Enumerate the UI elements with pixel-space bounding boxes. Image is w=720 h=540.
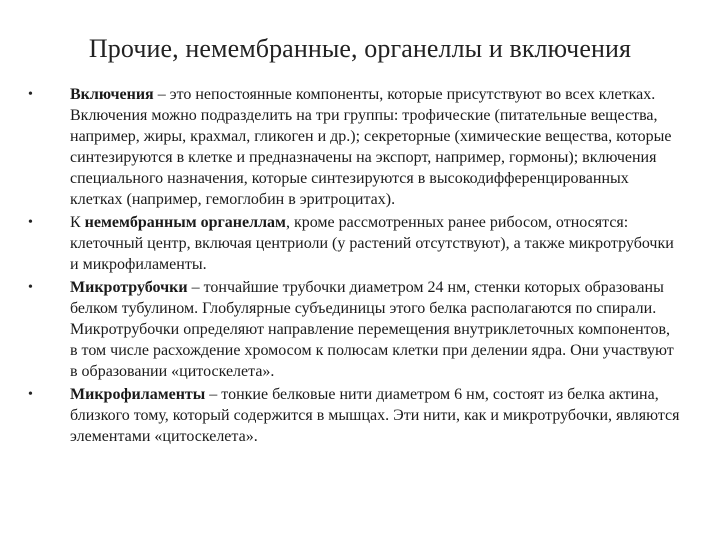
bullet-text: – тонкие белковые нити диаметром 6 нм, состоят из белка актина, близкого тому, который содержится в мышцах. Эти нити, как и микротрубочки, являются элементами «цитоскелета». (70, 386, 680, 445)
bullet-item-nonmembrane-organelles (0, 212, 720, 275)
bullet-term: Микрофиламенты (70, 386, 206, 403)
bullet-term: Включения (70, 86, 154, 103)
bullet-dot-icon: • (28, 280, 33, 295)
slide-title: Прочие, немембранные, органеллы и включения (88, 34, 632, 63)
bullet-text: – это непостоянные компоненты, которые присутствуют во всех клетках. Включения можно подразделить на три группы: трофические (питательные вещества, например, жиры, крахмал, гликоген и др.); секреторные (химические вещества, которые синтезируются в клетке и предназначены на экспорт, например, гормоны); включения специального назначения, которые синтезируются в высокодифференцированных клетках (например, гемоглобин в эритроцитах). (70, 86, 672, 208)
bullet-text: , кроме рассмотренных ранее рибосом, относятся: клеточный центр, включая центриоли (у растений отсутствуют), а также микротрубочки и микрофиламенты. (70, 214, 674, 273)
bullet-item-microtubules (0, 277, 720, 382)
bullet-item-inclusions (0, 84, 720, 210)
bullet-prefix: К (70, 214, 85, 231)
bullet-term: немембранным органеллам (84, 214, 286, 231)
bullet-term: Микротрубочки (70, 279, 188, 296)
bullet-item-microfilaments (0, 384, 720, 447)
bullet-dot-icon: • (28, 87, 33, 102)
bullet-text: – тончайшие трубочки диаметром 24 нм, стенки которых образованы белком тубулином. Глобулярные субъединицы этого белка располагаются по спирали. Микротрубочки определяют направление перемещения внутриклеточных компонентов, в том числе расхождение хромосом к полюсам клетки при делении ядра. Они участвуют в образовании «цитоскелета». (70, 279, 674, 380)
bullet-list (0, 84, 720, 447)
bullet-dot-icon: • (28, 215, 33, 230)
bullet-dot-icon: • (28, 387, 33, 402)
